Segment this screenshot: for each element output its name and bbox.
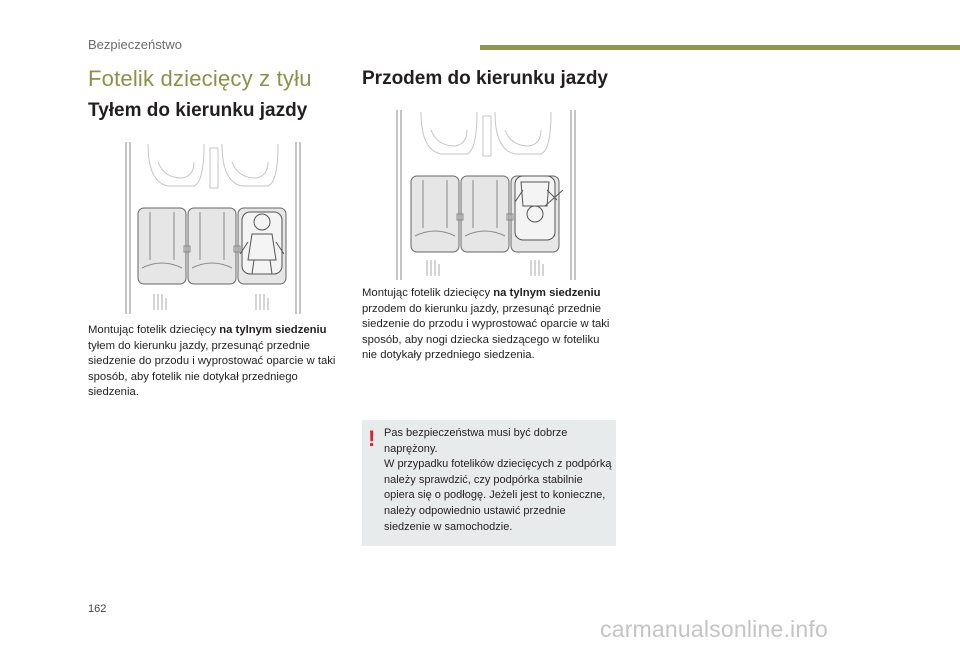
warning-box bbox=[362, 420, 616, 546]
warning-text: Pas bezpieczeństwa musi być dobrze naprężony. W przypadku fotelików dziecięcych z podpórką należy sprawdzić, czy podpórka stabilnie opiera się o podłogę. Jeżeli jest to konieczne, należy odpowiednio ustawić przednie siedzenie w samochodzie. bbox=[384, 427, 612, 533]
page-number: 162 bbox=[88, 603, 107, 615]
forward-facing-instructions: Montując fotelik dziecięcy na tylnym siedzeniu przodem do kierunku jazdy, przesunąć przednie siedzenie do przodu i wyprostować oparcie w taki sposób, aby nogi dziecka siedzącego w foteliku nie dotykały przedniego siedzenia. bbox=[362, 287, 610, 362]
rear-facing-heading: Tyłem do kierunku jazdy bbox=[88, 100, 308, 121]
forward-facing-heading: Przodem do kierunku jazdy bbox=[362, 68, 608, 89]
page-title: Fotelik dziecięcy z tyłu bbox=[88, 66, 312, 91]
section-label: Bezpieczeństwo bbox=[88, 37, 182, 52]
watermark: carmanualsonline.info bbox=[600, 616, 828, 642]
rear-facing-seat-illustration bbox=[124, 142, 302, 314]
rear-facing-instructions: Montując fotelik dziecięcy na tylnym siedzeniu tyłem do kierunku jazdy, przesunąć przednie siedzenie do przodu i wyprostować oparcie w taki sposób, aby fotelik nie dotykał przedniego siedzenia. bbox=[88, 324, 336, 399]
forward-facing-seat-illustration bbox=[395, 110, 577, 280]
header-bar bbox=[480, 45, 960, 50]
exclamation-icon: ! bbox=[368, 426, 376, 451]
